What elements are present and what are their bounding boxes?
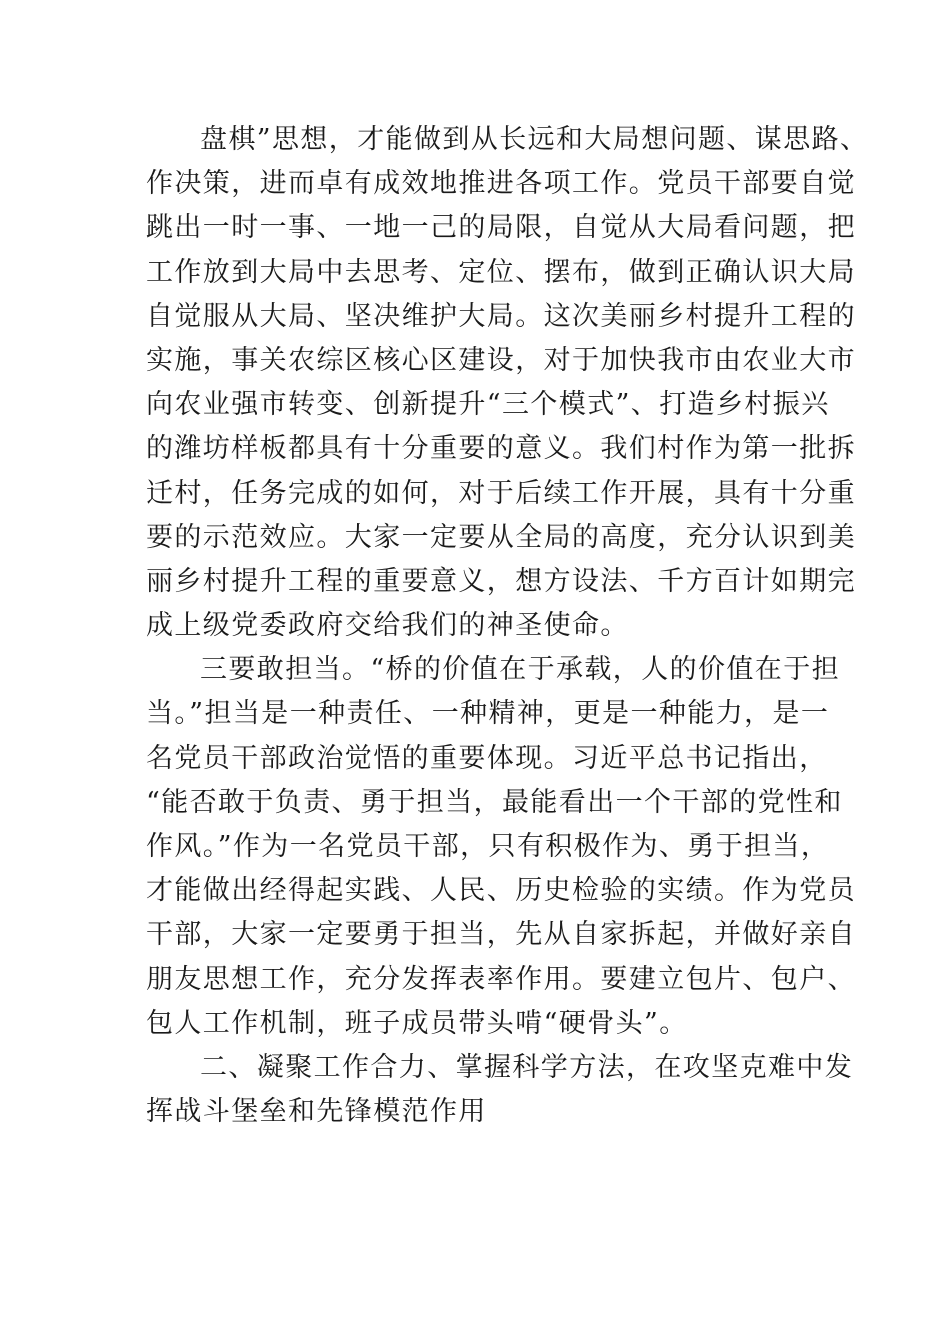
text-line: 实施，事关农综区核心区建设，对于加快我市由农业大市 [146, 344, 856, 376]
section-heading-line: 挥战斗堡垒和先锋模范作用 [146, 1096, 487, 1128]
section-heading-line: 二、凝聚工作合力、掌握科学方法，在攻坚克难中发 [200, 1051, 854, 1083]
text-line: 成上级党委政府交给我们的神圣使命。 [146, 610, 629, 642]
text-line: 要的示范效应。大家一定要从全局的高度，充分认识到美 [146, 521, 856, 553]
text-line: 工作放到大局中去思考、定位、摆布，做到正确认识大局 [146, 256, 856, 288]
text-line: 盘棋”思想，才能做到从长远和大局想问题、谋思路、 [200, 124, 869, 155]
text-line: 自觉服从大局、坚决维护大局。这次美丽乡村提升工程的 [146, 300, 856, 332]
text-line: “能否敢于负责、勇于担当，最能看出一个干部的党性和 [146, 786, 843, 818]
text-line: 跳出一时一事、一地一己的局限，自觉从大局看问题，把 [146, 212, 856, 244]
text-line: 朋友思想工作，充分发挥表率作用。要建立包片、包户、 [146, 963, 856, 995]
text-line: 包人工作机制，班子成员带头啃“硬骨头”。 [146, 1007, 688, 1039]
text-line: 丽乡村提升工程的重要意义，想方设法、千方百计如期完 [146, 565, 856, 597]
body-text [146, 118, 869, 1134]
text-line: 作风。”作为一名党员干部，只有积极作为、勇于担当， [146, 831, 830, 862]
text-line: 干部，大家一定要勇于担当，先从自家拆起，并做好亲自 [146, 919, 856, 951]
text-line: 作决策，进而卓有成效地推进各项工作。党员干部要自觉 [146, 168, 856, 200]
text-line: 当。”担当是一种责任、一种精神，更是一种能力，是一 [146, 698, 830, 730]
paragraph-heading-line: 三要敢担当。“桥的价值在于承载，人的价值在于担 [200, 654, 841, 686]
text-line: 名党员干部政治觉悟的重要体现。习近平总书记指出， [146, 742, 828, 774]
text-line: 迁村，任务完成的如何，对于后续工作开展，具有十分重 [146, 477, 856, 509]
text-line: 向农业强市转变、创新提升“三个模式”、打造乡村振兴 [146, 389, 830, 421]
text-line: 才能做出经得起实践、人民、历史检验的实绩。作为党员 [146, 875, 856, 907]
text-line: 的潍坊样板都具有十分重要的意义。我们村作为第一批拆 [146, 433, 856, 465]
